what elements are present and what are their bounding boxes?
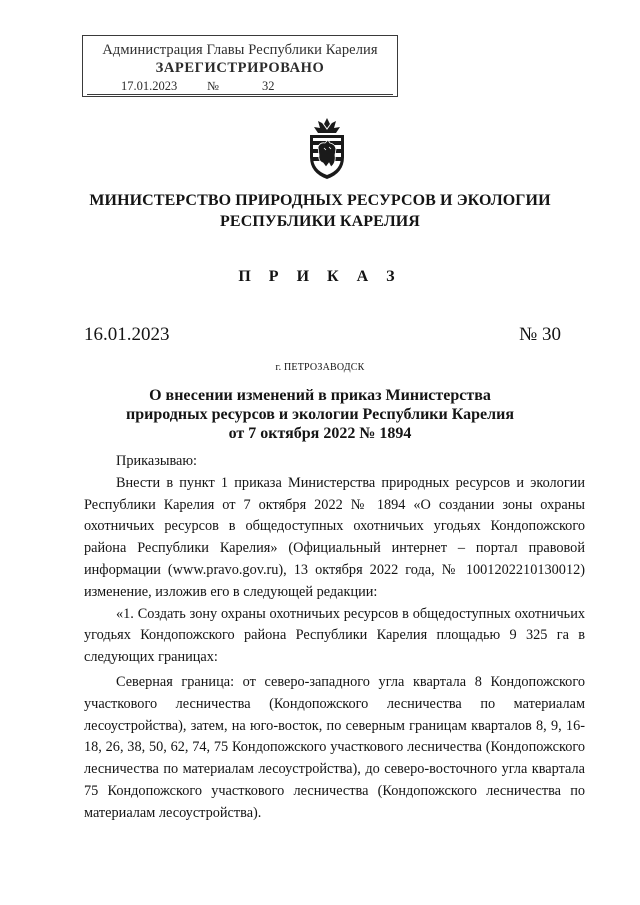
order-date: 16.01.2023 (84, 324, 170, 345)
order-heading (90, 386, 550, 443)
document-type: П Р И К А З (238, 268, 402, 285)
paragraph-northern-border: Северная граница: от северо-западного угла квартала 8 Кондопожского участкового лесничества (Кондопожского лесничества по материалам лесоустройства), затем, на юго-восток, по северным границам кварталов 8, 9, 16-18, 26, 38, 50, 62, 74, 75 Кондопожского участкового лесничества (Кондопожского лесничества по материалам лесоустройства), до северо-восточного угла квартала 75 Кондопожского участкового лесничества (Кондопожского лесничества по материалам лесоустройства). (84, 673, 585, 821)
stamp-number: 32 (262, 79, 275, 93)
ministry-line-1: МИНИСТЕРСТВО ПРИРОДНЫХ РЕСУРСОВ И ЭКОЛОГИИ (89, 192, 551, 209)
city: г. ПЕТРОЗАВОДСК (275, 362, 365, 373)
heading-line-2: природных ресурсов и экологии Республики Карелия (126, 406, 514, 423)
karelia-coat-of-arms-icon (302, 117, 352, 181)
heading-line-3: от 7 октября 2022 № 1894 (228, 425, 412, 442)
paragraph-order-word: Приказываю: (116, 453, 198, 469)
stamp-date: 17.01.2023 (121, 79, 178, 93)
registration-stamp (82, 35, 398, 97)
stamp-number-label: № (207, 79, 219, 93)
order-body (84, 451, 585, 825)
heading-line-1: О внесении изменений в приказ Министерства (149, 387, 491, 404)
order-number: № 30 (519, 324, 561, 345)
stamp-status: ЗАРЕГИСТРИРОВАНО (155, 60, 325, 76)
stamp-organization: Администрация Главы Республики Карелия (102, 42, 378, 58)
stamp-registration-line (87, 79, 393, 95)
ministry-line-2: РЕСПУБЛИКИ КАРЕЛИЯ (220, 213, 420, 230)
paragraph-item-1: «1. Создать зону охраны охотничьих ресурсов в общедоступных охотничьих угодьях Кондопожского района Республики Карелия площадью 9 325 га в следующих границах: (84, 605, 585, 666)
paragraph-amendment: Внести в пункт 1 приказа Министерства природных ресурсов и экологии Республики Карелия от 7 октября 2022 № 1894 «О создании зоны охраны охотничьих ресурсов в общедоступных охотничьих угодьях Кондопожского района Республики Карелия» (Официальный интернет – портал правовой информации (www.pravo.gov.ru), 13 октября 2022 года, № 1001202210130012) изменение, изложив его в следующей редакции: (84, 474, 585, 600)
ministry-name (60, 190, 580, 232)
